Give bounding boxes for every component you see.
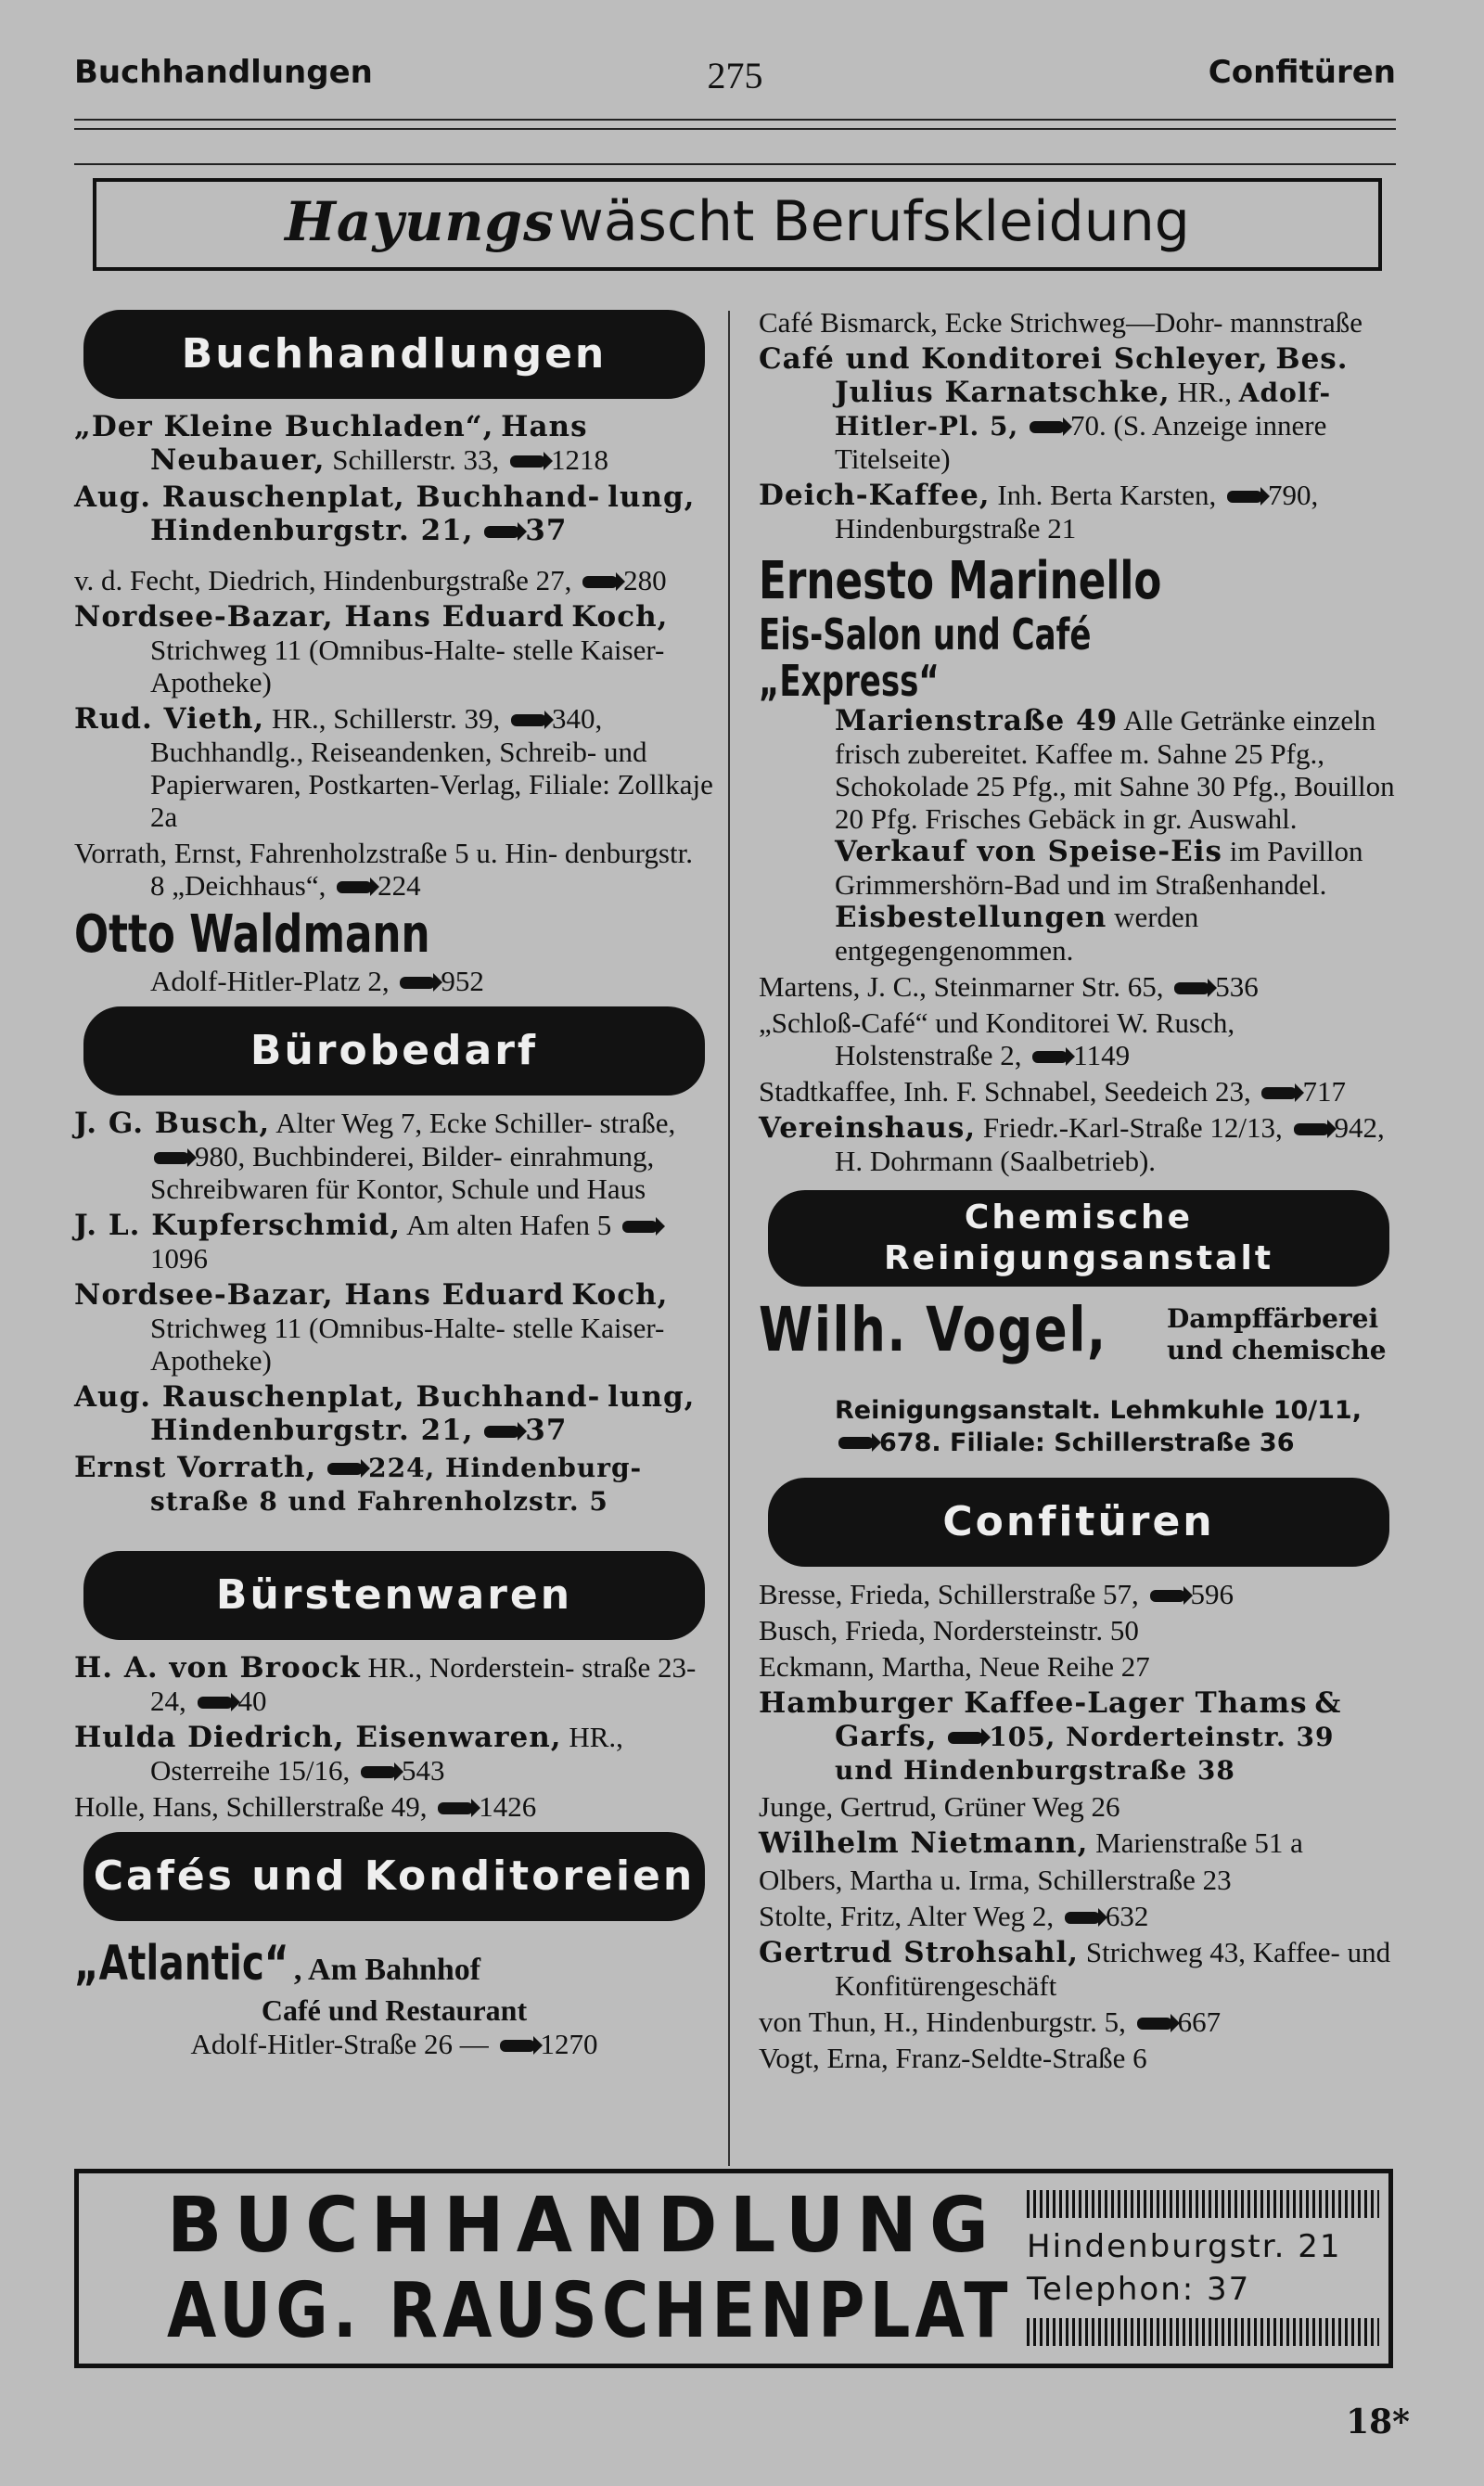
entry-eckmann: Eckmann, Martha, Neue Reihe 27 — [759, 1650, 1150, 1683]
entry-text: Schillerstr. 33, — [332, 443, 500, 476]
phone-icon — [838, 1437, 874, 1449]
marinello-subtitle: Eis-Salon und Café „Express“ — [759, 609, 1092, 706]
entry-text: straße 23-24, — [150, 1651, 697, 1717]
entry-name: Aug. Rauschenplat, Buchhand- — [74, 481, 601, 514]
entry-holle — [74, 1790, 714, 1823]
entry-text: werden entgegengenommen. — [835, 901, 1199, 967]
entry-name: Rud. Vieth, — [74, 702, 265, 736]
entry-text: denburgstr. 8 „Deichhaus“, — [150, 837, 693, 902]
phone-number: 536 — [1215, 970, 1259, 1003]
entry-text: , Am Bahnhof — [293, 1953, 481, 1987]
phone-icon — [511, 714, 546, 726]
entry-name: H. A. von Broock — [74, 1651, 361, 1685]
entry-name: Ernst Vorrath, — [74, 1451, 317, 1484]
phone-number: 717 — [1302, 1075, 1346, 1108]
phone-number: 280 — [623, 564, 667, 596]
phone-icon — [198, 1697, 233, 1709]
entry-text: und Hindenburgstraße 38 — [835, 1755, 1235, 1786]
column-divider — [728, 311, 730, 2166]
entry-text: Bresse, Frieda, Schillerstraße 57, — [759, 1578, 1139, 1610]
entry-text: Alter Weg 7, Ecke Schiller- — [275, 1107, 593, 1139]
phone-icon — [1150, 1590, 1185, 1602]
entry-text: Strichweg 43, — [1085, 1936, 1247, 1968]
entry-text: Adolf-Hitler-Platz 2, — [150, 965, 390, 997]
entry-text: von Thun, H., Hindenburgstr. 5, — [759, 2005, 1126, 2038]
entry-name: Gertrud Strohsahl, — [759, 1936, 1080, 1969]
entry-text: Adolf-Hitler-Straße 26 — — [190, 2028, 489, 2060]
section-title-line: Chemische — [964, 1198, 1194, 1237]
entry-text: stelle Kaiser-Apotheke) — [150, 634, 665, 698]
entry-atlantic — [74, 1934, 714, 2060]
entry-name: Nordsee-Bazar, Hans Eduard — [74, 600, 565, 634]
entry-text: im Pavillon Grimmershörn-Bad und im — [835, 835, 1363, 901]
phone-number: 543 — [401, 1754, 445, 1787]
entry-name: Nordsee-Bazar, Hans Eduard — [74, 1278, 565, 1312]
page-number: 275 — [707, 55, 763, 96]
phone-number: 952 — [441, 965, 484, 997]
entry-name: Aug. Rauschenplat, Buchhand- — [74, 1380, 601, 1414]
waldmann-title: Otto Waldmann — [74, 904, 430, 965]
entry-name: Koch, — [571, 1278, 669, 1312]
entry-name: & Garfs, — [835, 1686, 1342, 1753]
entry-nietmann — [759, 1826, 1399, 1860]
entry-text: straße, — [599, 1107, 676, 1139]
entry-kupferschmid — [74, 1209, 714, 1275]
entry-text: Café und Restaurant — [261, 1993, 528, 2027]
phone-icon — [510, 455, 545, 468]
phone-number: 1426 — [479, 1790, 537, 1823]
entry-schleyer — [759, 342, 1399, 475]
phone-icon — [337, 881, 372, 893]
ad-address: Hindenburgstr. 21 — [1027, 2228, 1342, 2265]
entry-text: straße 8 und Fahrenholzstr. 5 — [150, 1486, 608, 1517]
entry-text: und chemische — [1167, 1335, 1387, 1365]
hayungs-brand: Hayungs — [285, 190, 555, 253]
entry-text: Stadtkaffee, Inh. F. Schnabel, Seedeich 23, — [759, 1075, 1251, 1108]
entry-text: Alle Getränke einzeln frisch zubereitet. — [835, 704, 1376, 770]
phone-number: 632 — [1105, 1900, 1149, 1932]
section-buerobedarf: Bürobedarf — [83, 1006, 705, 1096]
entry-text: Straßenhandel. — [1155, 868, 1327, 901]
phone-number: 667 — [1177, 2005, 1222, 2038]
entry-fecht — [74, 564, 714, 596]
left-column — [74, 306, 714, 2064]
phone-icon — [622, 1221, 658, 1233]
entry-text: Kaffee m. Sahne 25 Pfg., Schokolade — [835, 737, 1324, 802]
phone-icon — [1032, 1051, 1068, 1063]
entry-text: HR., Norderstein- — [367, 1651, 575, 1684]
entry-stadtkaffee — [759, 1075, 1399, 1108]
section-buchhandlungen: Buchhandlungen — [83, 310, 705, 399]
entry-text: HR., — [1177, 376, 1233, 408]
entry-nordsee-bazar — [74, 600, 714, 698]
entry-name: Hulda Diedrich, Eisenwaren, — [74, 1721, 562, 1754]
right-column — [759, 306, 1399, 2078]
phone-icon — [1065, 1912, 1100, 1924]
atlantic-title: „Atlantic“ — [74, 1936, 289, 1992]
entry-rauschenplat-2 — [74, 1380, 714, 1447]
entry-name: Koch, — [571, 600, 669, 634]
ad-title-line: BUCHHANDLUNG — [167, 2182, 1002, 2270]
entry-von-thun — [759, 2005, 1399, 2038]
entry-text: 678. Filiale: Schillerstraße 36 — [879, 1429, 1295, 1457]
entry-ernst-vorrath — [74, 1451, 714, 1518]
header-right: Confitüren — [1208, 54, 1396, 91]
entry-text: 942, H. Dohrmann (Saalbetrieb). — [835, 1111, 1385, 1177]
entry-waldmann — [74, 905, 714, 997]
phone-number: 1096 — [150, 1242, 208, 1275]
entry-text: 980, Buchbinderei, Bilder- — [195, 1140, 503, 1173]
entry-busch-frieda: Busch, Frieda, Nordersteinstr. 50 — [759, 1614, 1139, 1647]
entry-name: lung, Hindenburgstr. 21, — [150, 481, 696, 547]
phone-icon — [1227, 491, 1262, 503]
phone-icon — [400, 977, 435, 989]
entry-text: stelle Kaiser-Apotheke) — [150, 1312, 665, 1377]
phone-number: 1270 — [540, 2028, 598, 2060]
entry-nordsee-bazar-2 — [74, 1278, 714, 1377]
entry-schloss-cafe — [759, 1006, 1399, 1071]
phone-number: 1149 — [1073, 1039, 1131, 1071]
entry-text: Holle, Hans, Schillerstraße 49, — [74, 1790, 428, 1823]
phone-number: 1218 — [550, 443, 608, 476]
entry-vorrath — [74, 837, 714, 902]
ad-title-line: AUG. RAUSCHENPLAT — [167, 2267, 1013, 2355]
vogel-title: Wilh. Vogel, — [759, 1294, 1107, 1365]
entry-text: Buchhandlg., Reiseandenken, Schreib- — [150, 736, 597, 768]
entry-text: Dampffärberei — [1167, 1303, 1379, 1334]
entry-text: einrahmung, Schreibwaren für Kontor, — [150, 1140, 655, 1205]
entry-text: 70. (S. Anzeige — [1070, 409, 1248, 442]
section-title-line: Reinigungsanstalt — [883, 1239, 1274, 1277]
entry-text: 105, Norderteinstr. 39 — [989, 1722, 1335, 1752]
section-buerstenwaren: Bürstenwaren — [83, 1551, 705, 1640]
hayungs-text: wäscht Berufskleidung — [557, 189, 1190, 254]
header-rule — [74, 119, 1396, 121]
entry-name: Deich-Kaffee, — [759, 479, 991, 512]
running-head — [74, 54, 1396, 100]
entry-text: Martens, J. C., Steinmarner Str. 65, — [759, 970, 1164, 1003]
hayungs-ad — [93, 178, 1382, 271]
entry-stolte — [759, 1900, 1399, 1932]
phone-icon — [582, 576, 618, 588]
entry-text: Marienstraße 51 a — [1095, 1826, 1303, 1859]
entry-text: 224, Hindenburg- — [368, 1453, 643, 1483]
phone-icon — [1030, 421, 1065, 433]
entry-rauschenplat — [74, 481, 714, 547]
entry-text: HR., — [569, 1721, 623, 1753]
entry-text: Filiale: Zollkaje 2a — [150, 768, 713, 833]
entry-text: Reinigungsanstalt. Lehmkuhle 10/11, — [835, 1396, 1362, 1425]
phone-number: 40 — [237, 1685, 267, 1717]
rauschenplat-ad — [74, 2169, 1393, 2368]
entry-deich-kaffee — [759, 479, 1399, 545]
entry-martens — [759, 970, 1399, 1003]
entry-name: Café und Konditorei Schleyer, — [759, 342, 1269, 376]
entry-text: Vorrath, Ernst, Fahrenholzstraße 5 u. Hin- — [74, 837, 558, 869]
entry-name: Hans Neubauer, — [150, 410, 588, 477]
section-confitueren: Confitüren — [768, 1478, 1389, 1567]
section-cafes: Cafés und Konditoreien — [83, 1832, 705, 1921]
phone-icon — [948, 1732, 983, 1744]
phone-number: 340, — [552, 702, 603, 735]
entry-text: Inh. Berta Karsten, — [997, 479, 1217, 511]
entry-name: Wilhelm Nietmann, — [759, 1826, 1089, 1860]
entry-broock — [74, 1651, 714, 1717]
entry-text: mannstraße — [1230, 306, 1363, 339]
entry-text: Café Bismarck, Ecke Strichweg—Dohr- — [759, 306, 1223, 339]
entry-vogt: Vogt, Erna, Franz-Seldte-Straße 6 — [759, 2042, 1147, 2074]
entry-text: „Schloß-Café“ und Konditorei W. Rusch, — [759, 1006, 1235, 1039]
entry-vogel — [759, 1294, 1399, 1409]
entry-text: Pfg. Frisches Gebäck in gr. Auswahl. — [870, 802, 1298, 835]
entry-text: Osterreihe 15/16, — [150, 1754, 351, 1787]
signature-mark: 18* — [1346, 2403, 1410, 2441]
entry-text: Eisbestellungen — [835, 901, 1107, 934]
phone-icon — [438, 1802, 473, 1814]
entry-name: Vereinshaus, — [759, 1111, 977, 1145]
entry-name: lung, Hindenburgstr. 21, — [150, 1380, 696, 1447]
header-rule — [74, 128, 1396, 130]
entry-text: HR., Schillerstr. 39, — [271, 702, 501, 735]
entry-text: Marienstraße 49 — [835, 704, 1119, 737]
ad-phone: Telephon: 37 — [1027, 2271, 1251, 2308]
entry-text: 790, Hindenburgstraße 21 — [835, 479, 1319, 545]
entry-cafe-bismarck — [759, 306, 1399, 339]
phone-icon — [1137, 2018, 1172, 2030]
entry-name: „Der Kleine Buchladen“, — [74, 410, 494, 443]
header-rule — [74, 163, 1396, 165]
entry-vereinshaus — [759, 1111, 1399, 1177]
entry-kleine-buchladen — [74, 410, 714, 477]
entry-vieth — [74, 702, 714, 833]
header-left: Buchhandlungen — [74, 54, 373, 91]
entry-text: v. d. Fecht, Diedrich, Hindenburgstraße 27, — [74, 564, 572, 596]
phone-icon — [484, 526, 519, 538]
phone-icon — [500, 2040, 535, 2052]
entry-text: Verkauf von Speise-Eis — [835, 835, 1222, 868]
entry-text: Holstenstraße 2, — [835, 1039, 1022, 1071]
entry-junge: Junge, Gertrud, Grüner Weg 26 — [759, 1790, 1120, 1823]
entry-strohsahl — [759, 1936, 1399, 2002]
entry-text: Schule und Haus — [451, 1173, 646, 1205]
phone-icon — [484, 1426, 519, 1438]
entry-name: J. L. Kupferschmid, — [74, 1209, 402, 1242]
entry-bresse — [759, 1578, 1399, 1610]
phone-icon — [1261, 1087, 1297, 1099]
marinello-title: Ernesto Marinello — [759, 551, 1162, 611]
entry-text: Kaffee- und Konfitürengeschäft — [835, 1936, 1391, 2002]
entry-hamburger-kaffee-lager — [759, 1686, 1399, 1787]
entry-text: und Papierwaren, Postkarten-Verlag, — [150, 736, 647, 801]
phone-icon — [361, 1766, 396, 1778]
entry-marinello — [759, 552, 1399, 967]
entry-text: Strichweg 11 (Omnibus-Halte- — [150, 634, 505, 666]
entry-text: 25 Pfg., mit Sahne 30 Pfg., Bouillon 20 — [835, 770, 1395, 835]
phone-number: 37 — [525, 514, 568, 547]
phone-number: 224 — [377, 869, 421, 902]
entry-text: innere Titelseite) — [835, 409, 1327, 475]
entry-text: Strichweg 11 (Omnibus-Halte- — [150, 1312, 505, 1344]
entry-olbers: Olbers, Martha u. Irma, Schillerstraße 23 — [759, 1864, 1232, 1896]
phone-icon — [327, 1463, 363, 1475]
entry-busch — [74, 1107, 714, 1205]
phone-icon — [1294, 1123, 1329, 1135]
entry-name: Bes. Julius Karnatschke, — [835, 342, 1349, 409]
decorative-bar — [1027, 2190, 1379, 2218]
entry-text: Stolte, Fritz, Alter Weg 2, — [759, 1900, 1055, 1932]
entry-text: Friedr.-Karl-Straße 12/13, — [982, 1111, 1283, 1144]
phone-number: 596 — [1190, 1578, 1235, 1610]
entry-text: Am alten Hafen 5 — [406, 1209, 612, 1241]
section-chemische-reinigung — [768, 1190, 1389, 1287]
entry-text: Adolf-Hitler-Pl. 5, — [835, 378, 1332, 442]
phone-icon — [154, 1152, 189, 1164]
decorative-bar — [1027, 2318, 1379, 2346]
entry-name: Hamburger Kaffee-Lager Thams — [759, 1686, 1308, 1720]
entry-name: J. G. Busch, — [74, 1107, 271, 1140]
phone-number: 37 — [525, 1414, 568, 1447]
phone-icon — [1174, 982, 1209, 994]
entry-hulda-diedrich — [74, 1721, 714, 1787]
